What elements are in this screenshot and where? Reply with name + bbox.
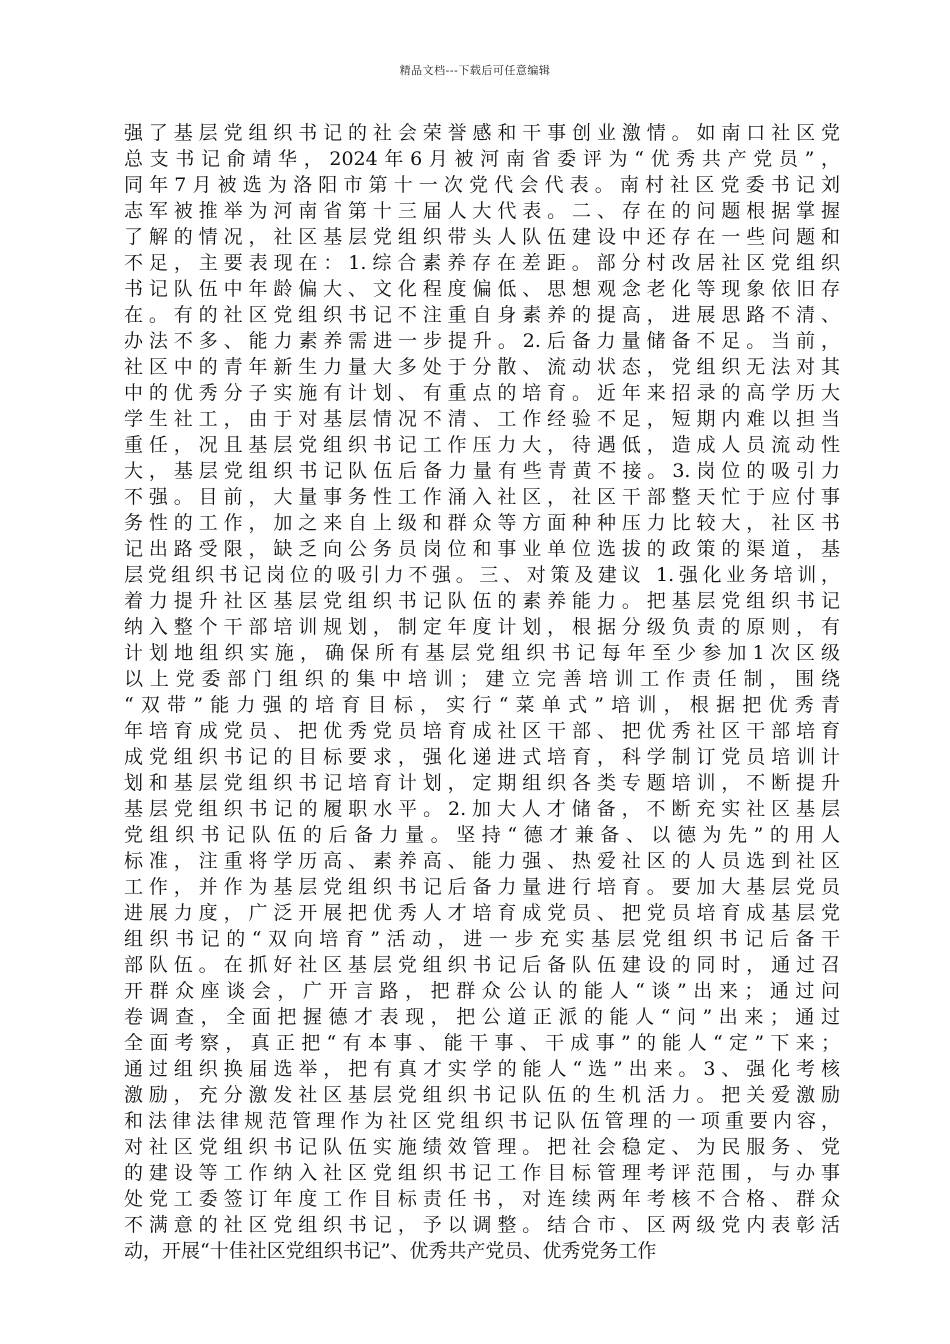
text-line: 同年7月被选为洛阳市第十一次党代会代表。南村社区党委书记刘 — [124, 174, 840, 196]
text-line: 激励，充分激发社区基层党组织书记队伍的生机活力。把关爱激励 — [124, 1084, 840, 1106]
text-line: 不强。目前，大量事务性工作涌入社区，社区干部整天忙于应付事 — [124, 486, 840, 508]
text-line: 基层党组织书记的履职水平。2.加大人才储备，不断充实社区基层 — [124, 798, 840, 820]
text-line: 通过组织换届选举，把有真才实学的能人“选”出来。3、强化考核 — [124, 1058, 840, 1080]
text-line: 不满意的社区党组织书记，予以调整。结合市、区两级党内表彰活 — [124, 1214, 840, 1236]
text-line: 动，开展“十佳社区党组织书记”、优秀共产党员、优秀党务工作 — [124, 1240, 657, 1262]
text-line: 部队伍。在抓好社区基层党组织书记后备队伍建设的同时，通过召 — [124, 954, 840, 976]
text-line: 开群众座谈会，广开言路，把群众公认的能人“谈”出来；通过问 — [124, 980, 840, 1002]
text-line: 处党工委签订年度工作目标责任书，对连续两年考核不合格、群众 — [124, 1188, 840, 1210]
text-line: 标准，注重将学历高、素养高、能力强、热爱社区的人员选到社区 — [124, 850, 840, 872]
text-line: 层党组织书记岗位的吸引力不强。三、对策及建议 1.强化业务培训， — [124, 564, 840, 586]
text-line: 纳入整个干部培训规划，制定年度计划，根据分级负责的原则，有 — [124, 616, 840, 638]
text-line: 不足，主要表现在：1.综合素养存在差距。部分村改居社区党组织 — [124, 252, 840, 274]
text-line: 成党组织书记的目标要求，强化递进式培育，科学制订党员培训计 — [124, 746, 840, 768]
text-line: 的建设等工作纳入社区党组织书记工作目标管理考评范围，与办事 — [124, 1162, 840, 1184]
text-line: 书记队伍中年龄偏大、文化程度偏低、思想观念老化等现象依旧存 — [124, 278, 840, 300]
text-line: 大，基层党组织书记队伍后备力量有些青黄不接。3.岗位的吸引力 — [124, 460, 840, 482]
text-line: 着力提升社区基层党组织书记队伍的素养能力。把基层党组织书记 — [124, 590, 840, 612]
text-line: 总支书记俞靖华，2024年6月被河南省委评为“优秀共产党员”， — [124, 148, 840, 170]
text-line: 志军被推举为河南省第十三届人大代表。二、存在的问题根据掌握 — [124, 200, 840, 222]
text-line: 学生社工，由于对基层情况不清、工作经验不足，短期内难以担当 — [124, 408, 840, 430]
text-line: 卷调查，全面把握德才表现，把公道正派的能人“问”出来；通过 — [124, 1006, 840, 1028]
text-line: 对社区党组织书记队伍实施绩效管理。把社会稳定、为民服务、党 — [124, 1136, 840, 1158]
page-header: 精品文档---下载后可任意编辑 — [399, 64, 551, 77]
text-line: 务性的工作，加之来自上级和群众等方面种种压力比较大，社区书 — [124, 512, 840, 534]
text-line: 和法律法律规范管理作为社区党组织书记队伍管理的一项重要内容， — [124, 1110, 840, 1132]
text-line: 以上党委部门组织的集中培训；建立完善培训工作责任制，围绕 — [124, 668, 840, 690]
text-line: 全面考察，真正把“有本事、能干事、干成事”的能人“定”下来； — [124, 1032, 840, 1054]
text-line: 记出路受限，缺乏向公务员岗位和事业单位选拔的政策的渠道，基 — [124, 538, 840, 560]
text-line: 了解的情况，社区基层党组织带头人队伍建设中还存在一些问题和 — [124, 226, 840, 248]
text-line: 中的优秀分子实施有计划、有重点的培育。近年来招录的高学历大 — [124, 382, 840, 404]
text-line: 工作，并作为基层党组织书记后备力量进行培育。要加大基层党员 — [124, 876, 840, 898]
text-line: 办法不多、能力素养需进一步提升。2.后备力量储备不足。当前， — [124, 330, 840, 352]
text-line: 划和基层党组织书记培育计划，定期组织各类专题培训，不断提升 — [124, 772, 840, 794]
body-text — [124, 120, 840, 1264]
text-line: 重任，况且基层党组织书记工作压力大，待遇低，造成人员流动性 — [124, 434, 840, 456]
text-line: “双带”能力强的培育目标，实行“菜单式”培训，根据把优秀青 — [124, 694, 840, 716]
text-line: 进展力度，广泛开展把优秀人才培育成党员、把党员培育成基层党 — [124, 902, 840, 924]
text-line: 计划地组织实施，确保所有基层党组织书记每年至少参加1次区级 — [124, 642, 840, 664]
text-line: 党组织书记队伍的后备力量。坚持“德才兼备、以德为先”的用人 — [124, 824, 840, 846]
text-line: 年培育成党员、把优秀党员培育成社区干部、把优秀社区干部培育 — [124, 720, 840, 742]
text-line: 社区中的青年新生力量大多处于分散、流动状态，党组织无法对其 — [124, 356, 840, 378]
text-line: 强了基层党组织书记的社会荣誉感和干事创业激情。如南口社区党 — [124, 122, 840, 144]
text-line: 在。有的社区党组织书记不注重自身素养的提高，进展思路不清、 — [124, 304, 840, 326]
text-line: 组织书记的“双向培育”活动，进一步充实基层党组织书记后备干 — [124, 928, 840, 950]
